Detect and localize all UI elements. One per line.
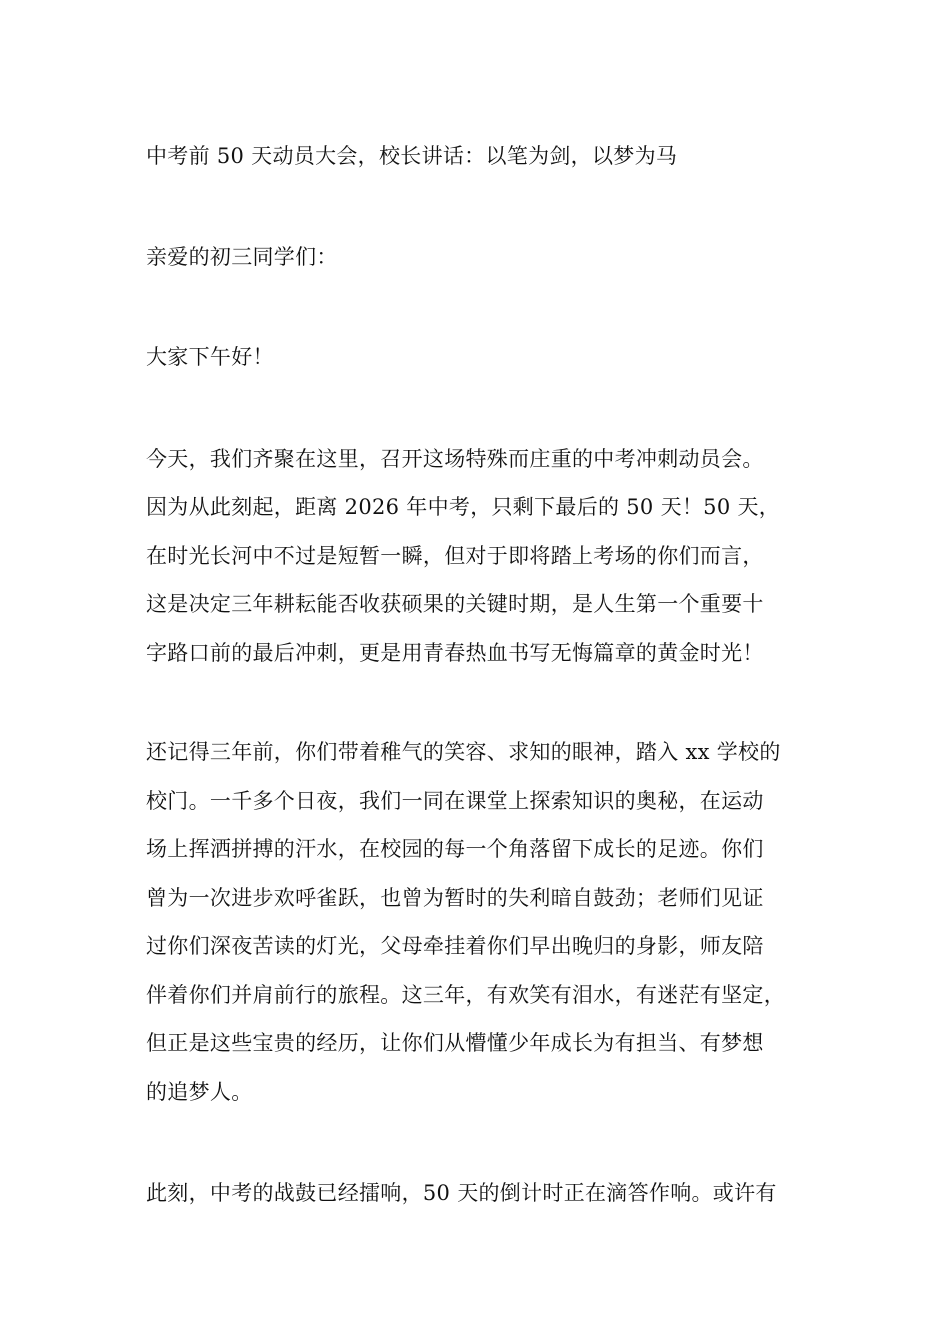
document-page xyxy=(146,132,826,1218)
paragraph-line: 校门。一千多个日夜，我们一同在课堂上探索知识的奥秘，在运动 xyxy=(146,788,764,813)
paragraph-line: 此刻，中考的战鼓已经擂响，50 天的倒计时正在滴答作响。或许有 xyxy=(146,1181,777,1205)
paragraph-1 xyxy=(146,435,826,678)
paragraph-line: 字路口前的最后冲刺，更是用青春热血书写无悔篇章的黄金时光！ xyxy=(146,640,764,665)
paragraph-3 xyxy=(146,1169,826,1218)
paragraph-line: 伴着你们并肩前行的旅程。这三年，有欢笑有泪水，有迷茫有坚定， xyxy=(146,982,785,1007)
paragraph-line: 曾为一次进步欢呼雀跃，也曾为暂时的失利暗自鼓劲；老师们见证 xyxy=(146,885,764,910)
paragraph-line: 过你们深夜苦读的灯光，父母牵挂着你们早出晚归的身影，师友陪 xyxy=(146,934,764,958)
paragraph-line: 这是决定三年耕耘能否收获硕果的关键时期，是人生第一个重要十 xyxy=(146,592,764,616)
paragraph-line: 的追梦人。 xyxy=(146,1079,253,1104)
paragraph-line: 在时光长河中不过是短暂一瞬，但对于即将踏上考场的你们而言， xyxy=(146,543,764,568)
paragraph-line: 但正是这些宝贵的经历，让你们从懵懂少年成长为有担当、有梦想 xyxy=(146,1031,764,1055)
paragraph-line: 因为从此刻起，距离 2026 年中考，只剩下最后的 50 天！50 天， xyxy=(146,495,781,519)
document-title: 中考前 50 天动员大会，校长讲话：以笔为剑，以梦为马 xyxy=(146,144,678,168)
paragraph-line: 还记得三年前，你们带着稚气的笑容、求知的眼神，踏入 xx 学校的 xyxy=(146,740,781,764)
greeting: 大家下午好！ xyxy=(146,345,274,369)
paragraph-2 xyxy=(146,728,826,1116)
salutation: 亲爱的初三同学们： xyxy=(146,244,338,269)
paragraph-line: 今天，我们齐聚在这里，召开这场特殊而庄重的中考冲刺动员会。 xyxy=(146,446,764,471)
paragraph-line: 场上挥洒拼搏的汗水，在校园的每一个角落留下成长的足迹。你们 xyxy=(146,837,764,861)
